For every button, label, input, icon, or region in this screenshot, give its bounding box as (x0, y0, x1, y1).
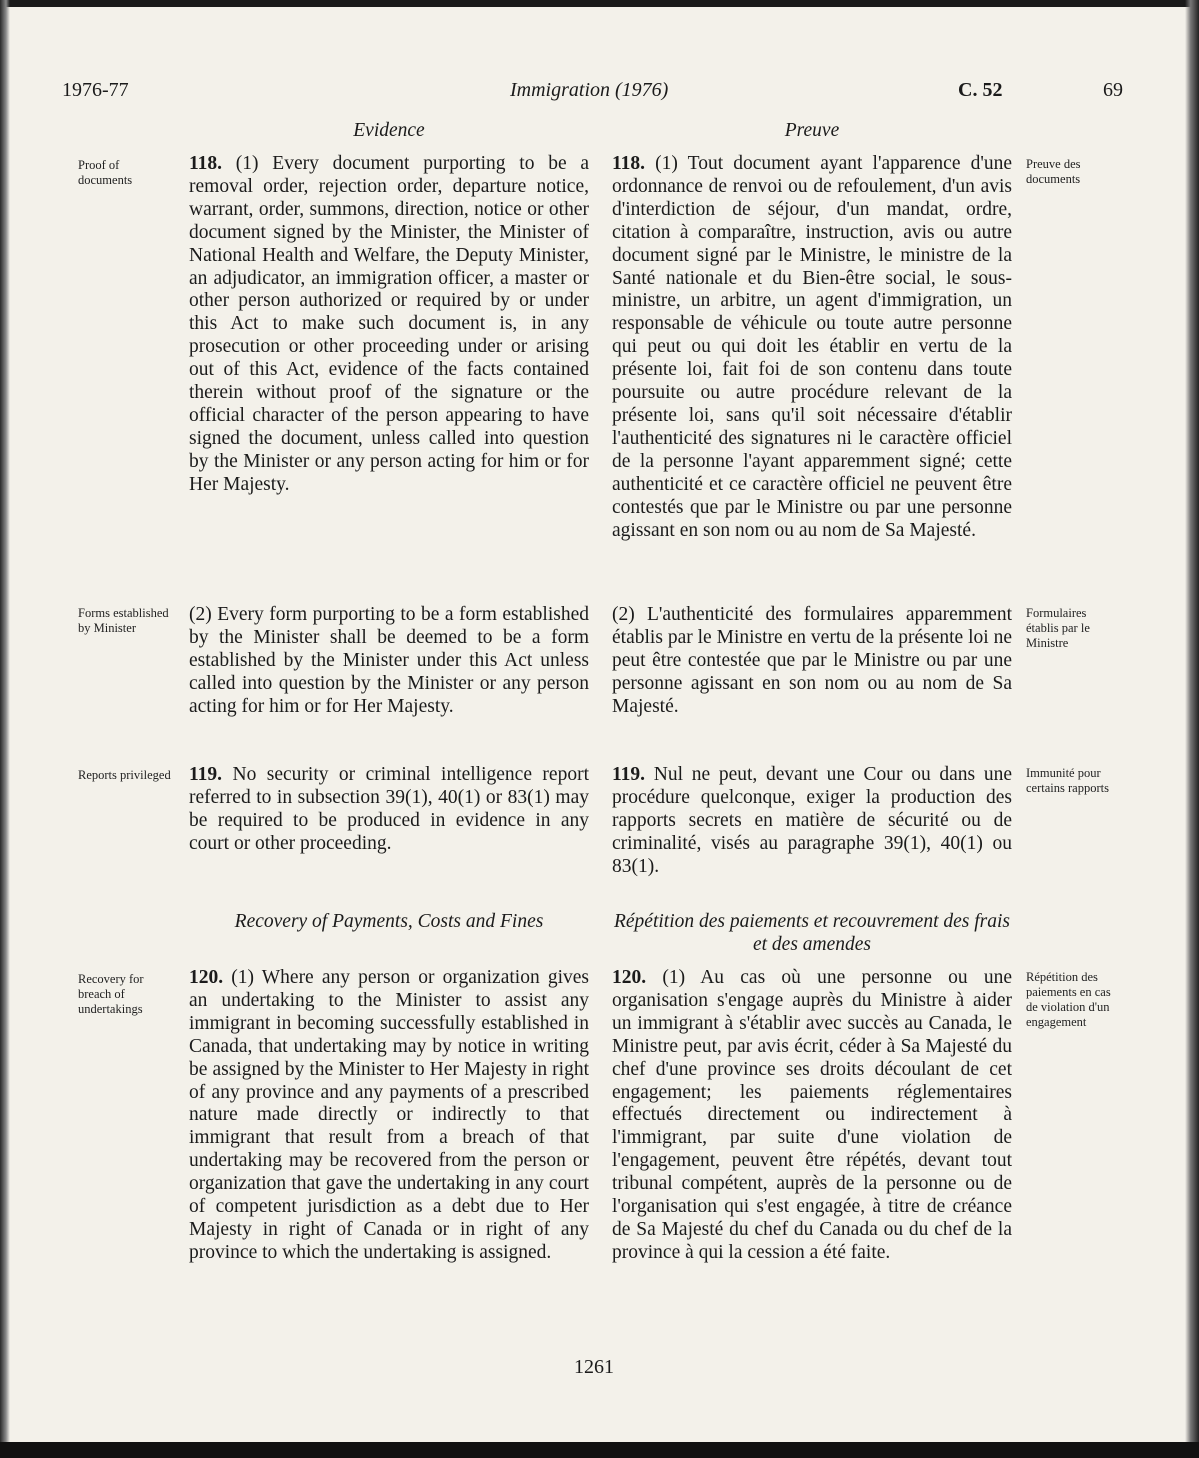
margin-note-preuve-des-documents: Preuve des documents (1026, 157, 1081, 186)
margin-note-recovery-for-breach: Recovery for breach of undertakings (78, 972, 144, 1016)
margin-note-immunite: Immunité pour certains rapports (1026, 766, 1109, 795)
margin-note-formulaires-etablis: Formulaires établis par le Ministre (1026, 606, 1090, 650)
section-number: 120. (189, 967, 224, 988)
scan-border-right (1185, 0, 1199, 1458)
section-119-en (189, 764, 589, 856)
section-118-1-fr (612, 153, 1012, 542)
heading-recovery-en: Recovery of Payments, Costs and Fines (234, 911, 544, 932)
header-page-number: 69 (1103, 79, 1123, 101)
heading-evidence-fr: Preuve (784, 120, 840, 141)
section-text: (1) Tout document ayant l'apparence d'une ordonnance de renvoi ou de refoulement, d'un avis d'interdiction de séjour, d'un mandat, ordre, citation à comparaître, instruction, avis ou autre document signé par le Ministre, le ministre de la Santé nationale et du Bien-être social, le sous-ministre, un arbitre, un agent d'immigration, un responsable de véhicule ou toute autre personne qui peut ou qui doit les établir en vertu de la présente loi, fait foi de son contenu dans toute poursuite ou autre procédure relevant de la présente loi, sans qu'il soit nécessaire d'établir l'authenticité des signatures ni le caractère officiel de la personne l'ayant apparemment signé; cette authenticité et ce caractère officiel ne peuvent être contestés que par le Ministre ou par une personne agissant en son nom ou au nom de Sa Majesté. (612, 153, 1012, 541)
heading-recovery-fr: Répétition des paiements et recouvrement des frais et des amendes (613, 911, 1011, 955)
section-text: (1) Every document purporting to be a removal order, rejection order, departure notice, warrant, order, summons, direction, notice or other document signed by the Minister, the Minister of National Health and Welfare, the Deputy Minister, an adjudicator, an immigration officer, a master or other person authorized or required by or under this Act to make such document is, in any prosecution or other proceeding under or arising out of this Act, evidence of the facts contained therein without proof of the signature or the official character of the person appearing to have signed the document, unless called into question by the Minister or any person acting for him or for Her Majesty. (189, 153, 589, 495)
section-119-fr (612, 764, 1012, 879)
section-number: 118. (612, 153, 646, 174)
margin-note-reports-privileged: Reports privileged (78, 768, 171, 782)
section-number: 119. (612, 764, 646, 785)
scan-border-left (0, 0, 10, 1458)
section-118-2-fr: (2) L'authenticité des formulaires apparemment établis par le Ministre en vertu de la présente loi ne peut être contestée que par le Ministre ou par une personne agissant en son nom ou au nom de Sa Majesté. (612, 604, 1012, 717)
footer-page-number: 1261 (574, 1356, 614, 1378)
section-120-1-fr (612, 967, 1012, 1265)
margin-note-repetition-des-paiements: Répétition des paiements en cas de violation d'un engagement (1026, 970, 1111, 1029)
margin-note-proof-of-documents: Proof of documents (78, 158, 133, 187)
header-chapter: C. 52 (958, 79, 1003, 101)
scan-border-top (0, 0, 1199, 7)
section-number: 119. (189, 764, 223, 785)
section-text: (1) Where any person or organization gives an undertaking to the Minister to assist any immigrant in becoming successfully established in Canada, that undertaking may by notice in writing be assigned by the Minister to Her Majesty in right of any province and any payments of a prescribed nature made directly or indirectly to that immigrant that result from a breach of that undertaking may be recovered from the person or organization that gave the undertaking in any court of competent jurisdiction as a debt due to Her Majesty in right of Canada or in right of any province to which the undertaking is assigned. (189, 967, 589, 1263)
section-118-1-en (189, 153, 589, 497)
header-years: 1976-77 (62, 79, 129, 101)
section-number: 120. (612, 967, 647, 988)
scan-border-bottom (0, 1442, 1199, 1458)
section-text: (1) Au cas où une personne ou une organisation s'engage auprès du Ministre à aider un immigrant à s'établir avec succès au Canada, le Ministre peut, par avis écrit, céder à Sa Majesté du chef d'une province ses droits découlant de cet engagement; les paiements réglementaires effectués directement ou indirectement à l'immigrant, par suite d'une violation de l'engagement, peuvent être répétés, devant tout tribunal compétent, auprès de la personne ou de l'organisation qui s'est engagée, à titre de créance de Sa Majesté du chef du Canada ou du chef de la province à qui la cession a été faite. (612, 967, 1012, 1263)
section-120-1-en (189, 967, 589, 1265)
section-118-2-en: (2) Every form purporting to be a form established by the Minister shall be deemed to be a form established by the Minister under this Act unless called into question by the Minister or any person acting for him or for Her Majesty. (189, 604, 589, 717)
section-text: No security or criminal intelligence report referred to in subsection 39(1), 40(1) or 83(1) may be required to be produced in evidence in any court or other proceeding. (189, 764, 589, 854)
section-number: 118. (189, 153, 223, 174)
margin-note-forms-established: Forms established by Minister (78, 606, 169, 635)
heading-evidence-en: Evidence (353, 120, 425, 141)
section-text: Nul ne peut, devant une Cour ou dans une procédure quelconque, exiger la production des rapports secrets en matière de sécurité ou de criminalité, visés au paragraphe 39(1), 40(1) ou 83(1). (612, 764, 1012, 877)
header-title: Immigration (1976) (510, 79, 669, 101)
